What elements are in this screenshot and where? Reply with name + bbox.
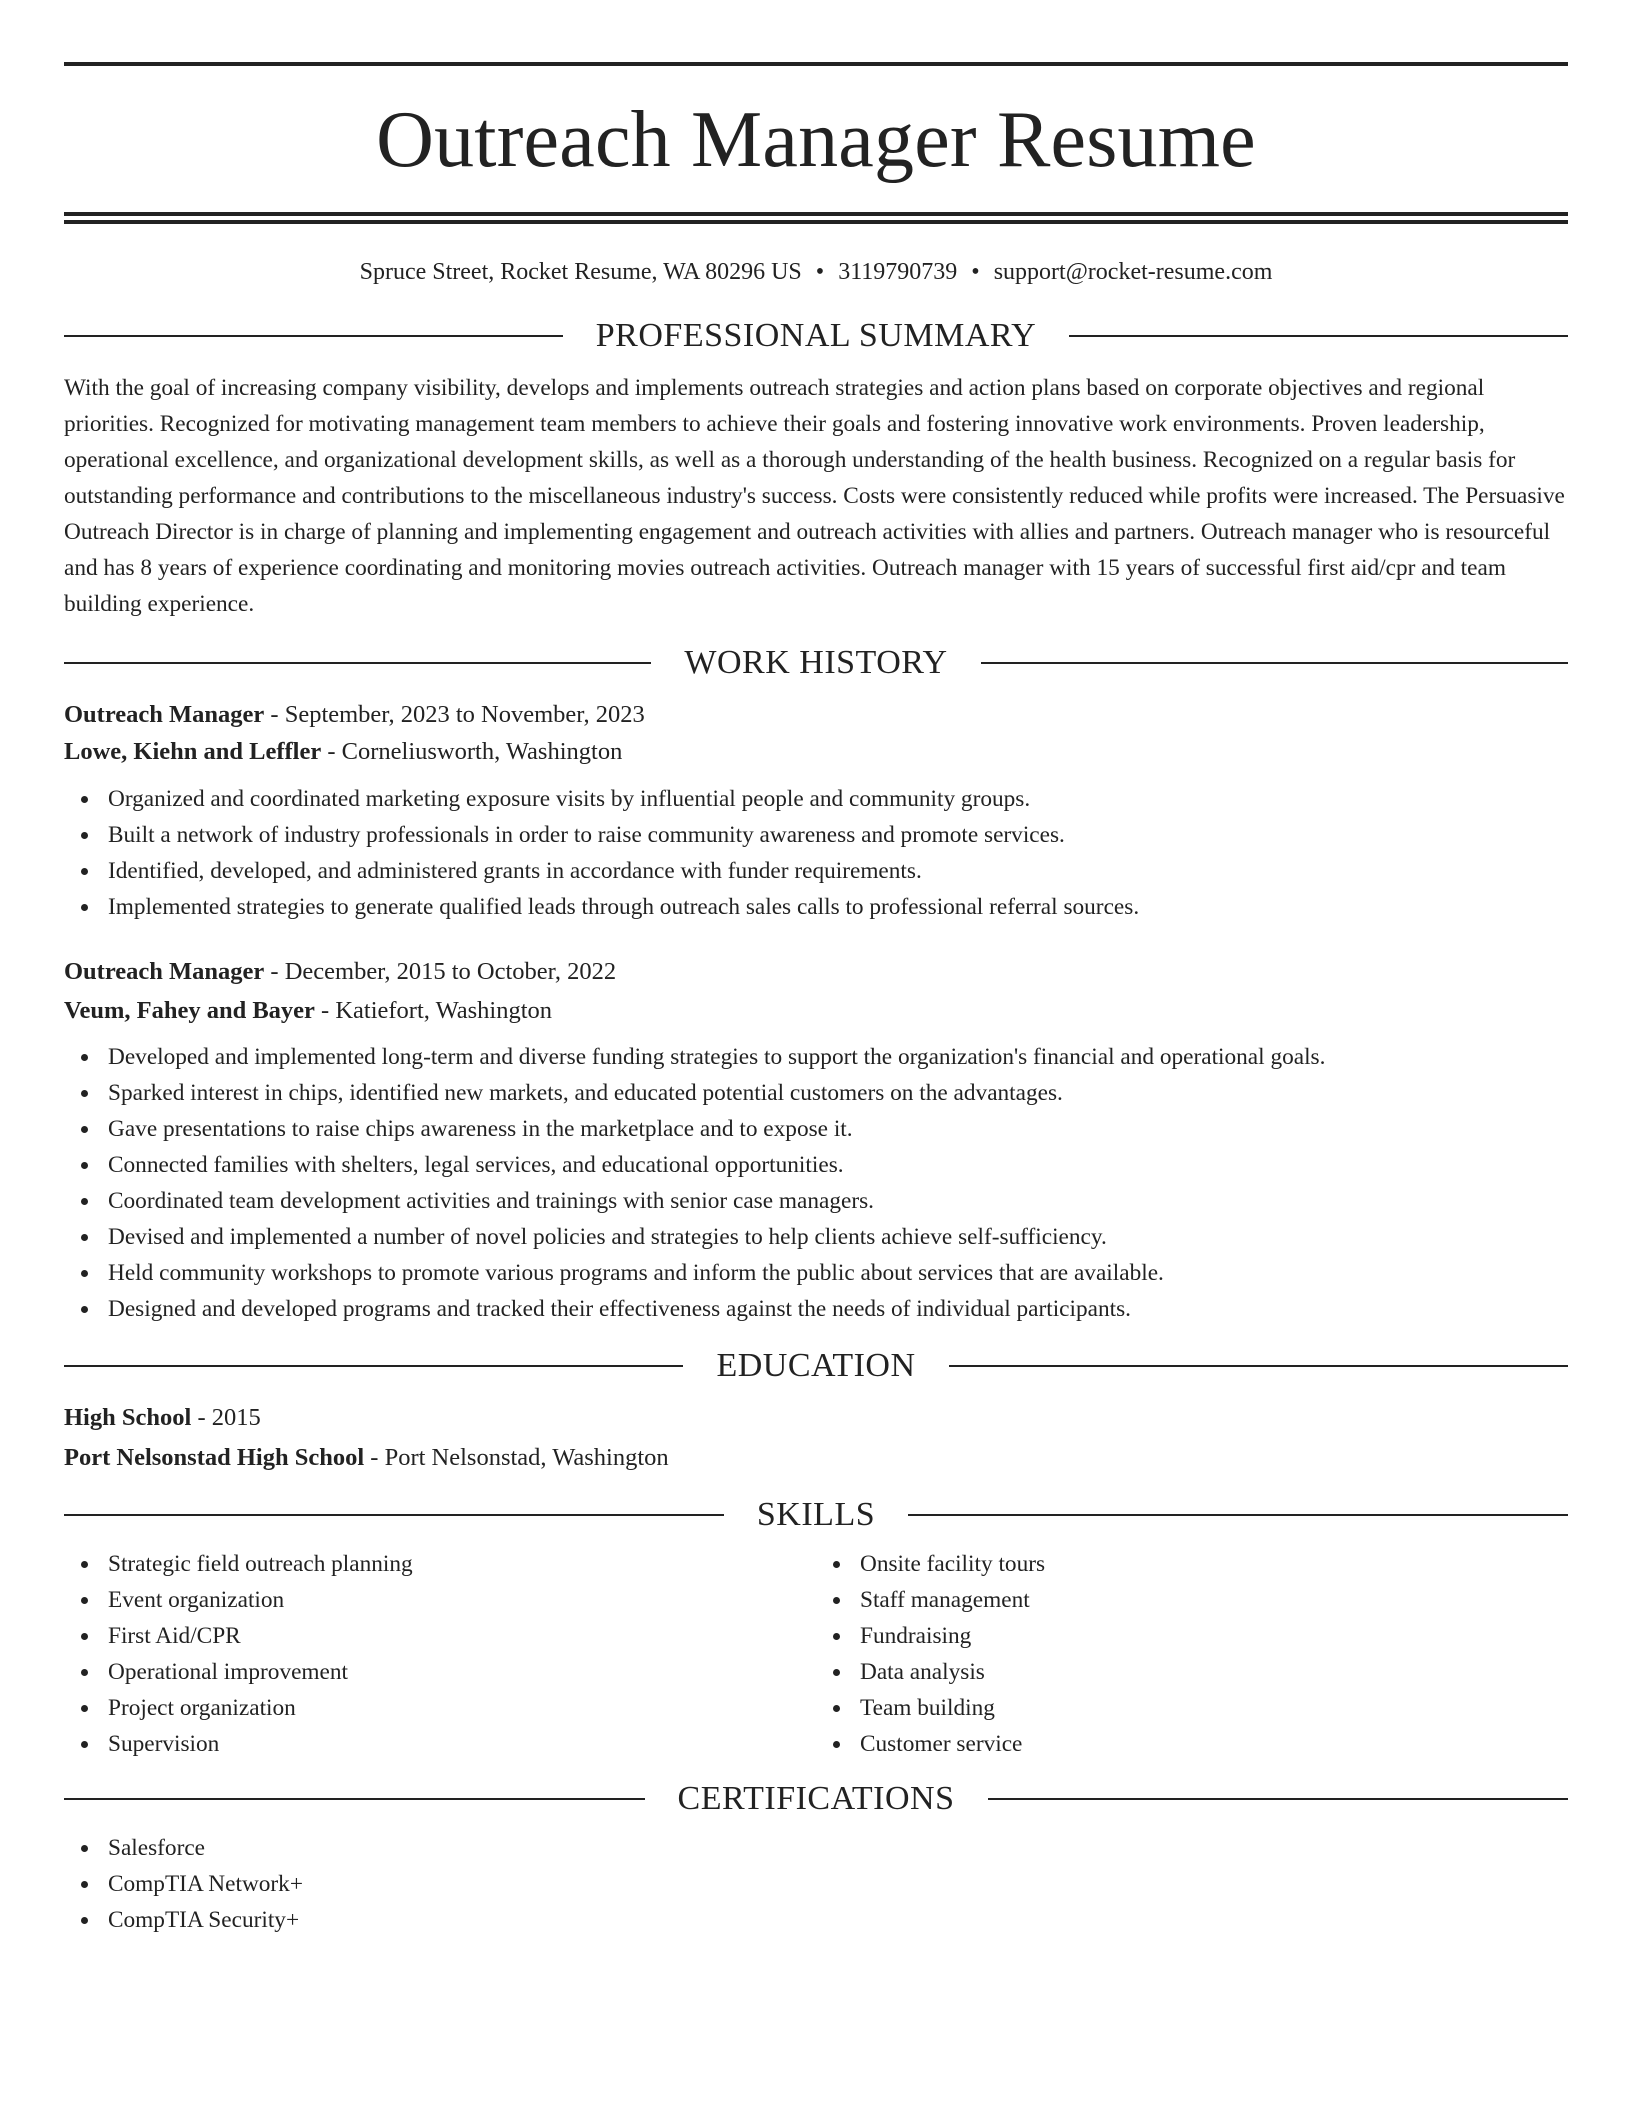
list-item: Designed and developed programs and tracked their effectiveness against the needs of individual participants. — [108, 1291, 1568, 1327]
heading-rule — [64, 662, 651, 664]
list-item: Devised and implemented a number of novel policies and strategies to help clients achieve self-sufficiency. — [108, 1219, 1568, 1255]
job-title: Outreach Manager — [64, 957, 265, 985]
certifications-list — [64, 1830, 1568, 1938]
education-school: Port Nelsonstad High School — [64, 1443, 365, 1471]
list-item: Strategic field outreach planning — [108, 1546, 816, 1582]
list-item: Sparked interest in chips, identified new markets, and educated potential customers on the advantages. — [108, 1075, 1568, 1111]
education-degree-line — [64, 1403, 1568, 1432]
section-title: PROFESSIONAL SUMMARY — [595, 316, 1037, 354]
heading-rule — [64, 1365, 683, 1367]
section-title: SKILLS — [756, 1496, 876, 1534]
job-bullets — [64, 1039, 1568, 1327]
list-item: Data analysis — [860, 1654, 1568, 1690]
section-title: WORK HISTORY — [684, 643, 948, 681]
section-heading-education — [64, 1349, 1568, 1383]
list-item: Gave presentations to raise chips awareness in the marketplace and to expose it. — [108, 1111, 1568, 1147]
list-item: CompTIA Security+ — [108, 1902, 1568, 1938]
list-item: Supervision — [108, 1726, 816, 1762]
section-heading-summary — [64, 316, 1568, 354]
contact-separator: • — [971, 259, 980, 285]
list-item: Project organization — [108, 1690, 816, 1726]
education-entry — [64, 1403, 1568, 1472]
job-location: - Corneliusworth, Washington — [321, 738, 623, 766]
education-location: - Port Nelsonstad, Washington — [364, 1443, 669, 1471]
list-item: Onsite facility tours — [860, 1546, 1568, 1582]
list-item: Organized and coordinated marketing exposure visits by influential people and community groups. — [108, 781, 1568, 817]
list-item: Implemented strategies to generate qualified leads through outreach sales calls to professional referral sources. — [108, 889, 1568, 925]
list-item: Identified, developed, and administered grants in accordance with funder requirements. — [108, 853, 1568, 889]
list-item: Built a network of industry professionals in order to raise community awareness and promote services. — [108, 817, 1568, 853]
top-rule — [64, 62, 1568, 66]
list-item: Customer service — [860, 1726, 1568, 1762]
section-title: EDUCATION — [716, 1347, 916, 1385]
skills-columns — [64, 1546, 1568, 1762]
education-year: - 2015 — [191, 1404, 261, 1432]
contact-separator: • — [815, 259, 825, 285]
heading-rule — [1069, 335, 1568, 337]
education-degree: High School — [64, 1404, 192, 1432]
list-item: First Aid/CPR — [108, 1618, 816, 1654]
skills-list-right — [816, 1546, 1568, 1762]
heading-rule — [988, 1798, 1569, 1800]
job-dates: - December, 2015 to October, 2022 — [264, 957, 617, 985]
list-item: Staff management — [860, 1582, 1568, 1618]
job-bullets — [64, 781, 1568, 925]
heading-rule — [64, 1798, 645, 1800]
title-double-rule — [64, 212, 1568, 224]
job-dates: - September, 2023 to November, 2023 — [264, 700, 645, 728]
list-item: Developed and implemented long-term and diverse funding strategies to support the organization's financial and operational goals. — [108, 1039, 1568, 1075]
skills-list-left — [64, 1546, 816, 1762]
contact-email: support@rocket-resume.com — [993, 259, 1273, 285]
section-heading-certifications — [64, 1782, 1568, 1816]
list-item: Operational improvement — [108, 1654, 816, 1690]
job-company-line — [64, 996, 1568, 1025]
heading-rule — [949, 1365, 1568, 1367]
list-item: Event organization — [108, 1582, 816, 1618]
job-title-line — [64, 957, 1568, 986]
heading-rule — [908, 1514, 1568, 1516]
job-company: Veum, Fahey and Bayer — [64, 996, 315, 1024]
job-title: Outreach Manager — [64, 700, 265, 728]
contact-address: Spruce Street, Rocket Resume, WA 80296 US — [359, 259, 802, 285]
contact-phone: 3119790739 — [838, 259, 958, 285]
list-item: Coordinated team development activities and trainings with senior case managers. — [108, 1183, 1568, 1219]
list-item: Connected families with shelters, legal services, and educational opportunities. — [108, 1147, 1568, 1183]
page-title: Outreach Manager Resume — [376, 96, 1256, 184]
summary-text: With the goal of increasing company visibility, develops and implements outreach strategies and action plans based on corporate objectives and regional priorities. Recognized for motivating management team members to achieve their goals and fostering innovative work environments. Proven leadership, operational excellence, and organizational development skills, as well as a thorough understanding of the health business. Recognized on a regular basis for outstanding performance and contributions to the miscellaneous industry's success. Costs were consistently reduced while profits were increased. The Persuasive Outreach Director is in charge of planning and implementing engagement and outreach activities with allies and partners. Outreach manager who is resourceful and has 8 years of experience coordinating and monitoring movies outreach activities. Outreach manager with 15 years of successful first aid/cpr and team building experience. — [64, 374, 1565, 617]
list-item: CompTIA Network+ — [108, 1866, 1568, 1902]
contact-line — [64, 258, 1568, 287]
list-item: Fundraising — [860, 1618, 1568, 1654]
heading-rule — [981, 662, 1568, 664]
heading-rule — [64, 335, 563, 337]
job-title-line — [64, 700, 1568, 729]
section-title: CERTIFICATIONS — [677, 1780, 955, 1818]
job-entry — [64, 957, 1568, 1328]
job-entry — [64, 700, 1568, 925]
job-company: Lowe, Kiehn and Leffler — [64, 738, 322, 766]
job-location: - Katiefort, Washington — [314, 996, 553, 1024]
list-item: Salesforce — [108, 1830, 1568, 1866]
heading-rule — [64, 1514, 724, 1516]
job-company-line — [64, 737, 1568, 766]
section-heading-skills — [64, 1498, 1568, 1532]
list-item: Held community workshops to promote various programs and inform the public about services that are available. — [108, 1255, 1568, 1291]
education-school-line — [64, 1443, 1568, 1472]
section-heading-work-history — [64, 643, 1568, 681]
list-item: Team building — [860, 1690, 1568, 1726]
